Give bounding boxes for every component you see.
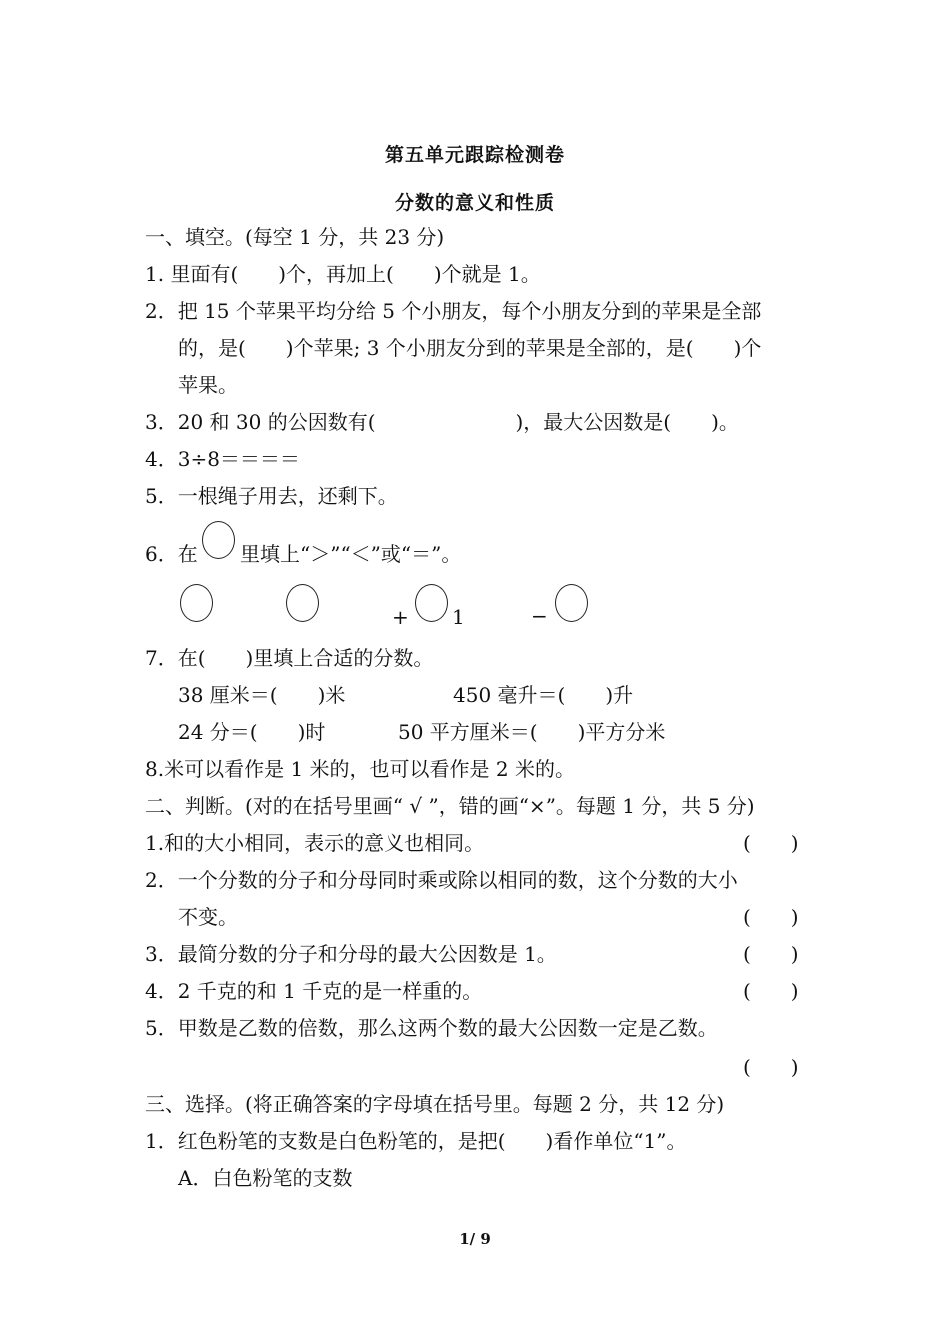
plus-sign: + — [392, 605, 409, 629]
question-1-6-prefix: 6．在 — [145, 542, 198, 566]
answer-paren-2-4[interactable]: ( ) — [743, 979, 799, 1003]
page-subtitle: 分数的意义和性质 — [394, 192, 555, 214]
section2-heading: 二、判断。(对的在括号里画“ √ ”，错的画“×”。每题 1 分，共 5 分) — [145, 794, 755, 818]
number-one: 1 — [452, 605, 465, 629]
question-1-7-b: 450 毫升＝( )升 — [453, 683, 634, 707]
section3-heading: 三、选择。(将正确答案的字母填在括号里。每题 2 分，共 12 分) — [145, 1092, 725, 1116]
question-1-7-d: 50 平方厘米＝( )平方分米 — [398, 720, 666, 744]
option-3-1-a: A．白色粉笔的支数 — [178, 1166, 353, 1190]
question-2-3: 3．最简分数的分子和分母的最大公因数是 1。 — [145, 942, 557, 966]
question-3-1: 1．红色粉笔的支数是白色粉笔的，是把( )看作单位“1”。 — [145, 1129, 687, 1153]
answer-circle[interactable] — [202, 521, 235, 559]
compare-circle-4[interactable] — [555, 584, 588, 622]
compare-circle-1[interactable] — [180, 584, 213, 622]
question-1-6-text: 里填上“＞”“＜”或“＝”。 — [240, 542, 462, 566]
question-1-4: 4．3÷8＝＝＝＝ — [145, 447, 300, 471]
question-1-8: 8.米可以看作是 1 米的，也可以看作是 2 米的。 — [145, 757, 575, 781]
minus-sign: − — [531, 604, 548, 628]
answer-paren-2-1[interactable]: ( ) — [743, 831, 799, 855]
question-2-2-line2: 不变。 — [178, 905, 238, 929]
question-1-3: 3．20 和 30 的公因数有( )，最大公因数是( )。 — [145, 410, 739, 434]
answer-paren-2-2[interactable]: ( ) — [743, 905, 799, 929]
compare-circle-3[interactable] — [415, 584, 448, 622]
question-1-2-line3: 苹果。 — [178, 373, 238, 397]
question-1-7-c: 24 分＝( )时 — [178, 720, 326, 744]
question-2-5: 5．甲数是乙数的倍数，那么这两个数的最大公因数一定是乙数。 — [145, 1016, 718, 1040]
question-2-2-line1: 2．一个分数的分子和分母同时乘或除以相同的数，这个分数的大小 — [145, 868, 738, 892]
answer-paren-2-5[interactable]: ( ) — [743, 1055, 799, 1079]
section1-heading: 一、填空。(每空 1 分，共 23 分) — [145, 225, 445, 249]
question-2-1: 1.和的大小相同，表示的意义也相同。 — [145, 831, 485, 855]
page-number: 1/ 9 — [459, 1230, 491, 1248]
answer-paren-2-3[interactable]: ( ) — [743, 942, 799, 966]
question-1-2-line2: 的，是( )个苹果; 3 个小朋友分到的苹果是全部的，是( )个 — [178, 336, 762, 360]
question-1-1: 1. 里面有( )个，再加上( )个就是 1。 — [145, 262, 541, 286]
question-1-5: 5．一根绳子用去，还剩下。 — [145, 484, 398, 508]
question-2-4: 4．2 千克的和 1 千克的是一样重的。 — [145, 979, 483, 1003]
page-title: 第五单元跟踪检测卷 — [384, 144, 565, 166]
compare-circle-2[interactable] — [286, 584, 319, 622]
question-1-7: 7．在( )里填上合适的分数。 — [145, 646, 434, 670]
question-1-7-a: 38 厘米＝( )米 — [178, 683, 346, 707]
question-1-2-line1: 2．把 15 个苹果平均分给 5 个小朋友，每个小朋友分到的苹果是全部 — [145, 299, 762, 323]
